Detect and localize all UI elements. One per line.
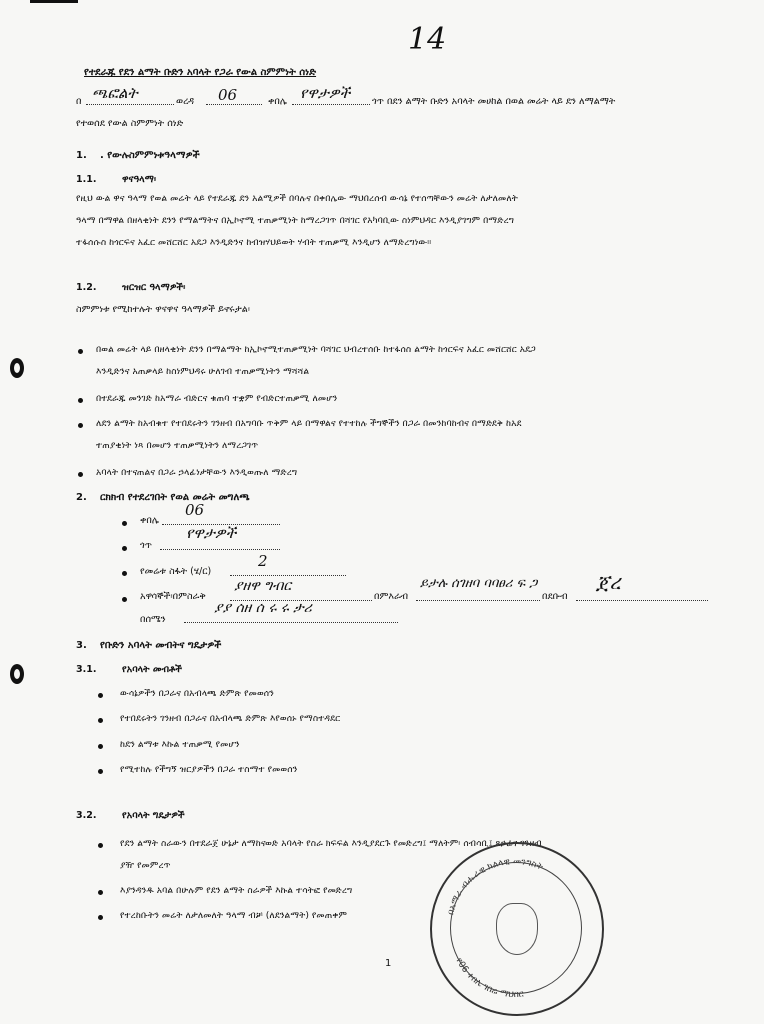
section2-title: ርክክብ የተደረገበት የወል መሬት መግለጫ [100, 492, 250, 503]
bullet-dot [98, 890, 103, 895]
bullet-dot [122, 597, 127, 602]
bullet-dot [78, 423, 83, 428]
objective-item: በተደራጁ መንገድ ከአማራ ብድርና ቁጠባ ተቋም የብድርተጠቃሚ ለመሆን [96, 393, 338, 404]
duty-item-cont: ያዥ የመምረጥ [120, 860, 171, 871]
section2-number: 2. [76, 492, 87, 503]
name-underline [86, 104, 174, 105]
punch-hole [10, 664, 24, 684]
section3-1-title: የአባላት መብቶች [122, 664, 182, 675]
section1-2-number: 1.2. [76, 282, 97, 293]
section1-1-paragraph [76, 188, 716, 254]
right-item: የተበደሩትን ገንዘብ በጋራና በአብላጫ ድምጽ እየወሰኑ የማስተዳደር [120, 713, 341, 724]
paragraph-line: ተፋሰሱስ ከጎርፍና አፈር መሸርሸር አደጋ እንዲድንና ከብዝሃህይወት ሃብት ተጠቃሚ እንዲሆን ለማድረግነው። [76, 237, 432, 248]
boundary-west-label: በምእራብ [374, 591, 409, 602]
bullet-dot [98, 693, 103, 698]
handwritten-page-number: 14 [408, 22, 447, 57]
boundary-north-fill: ያያ ሰዘ ሰ ሩ ሩ ታሪ [214, 600, 312, 616]
boundary-north-label: በሰሜን [140, 614, 166, 625]
bullet-dot [122, 521, 127, 526]
section1-title: . የውሉስምምነቱዓላማዎች [100, 150, 200, 161]
land-got-label: ጎጥ [140, 540, 152, 551]
section3-title: የቡድን አባላት መብትና ግዴታዎች [100, 640, 222, 651]
section1-2-title: ዝርዝር ዓላማዎች፡ [122, 282, 186, 293]
right-item: ውሳኔዎችን በጋራና በአብላጫ ድምጽ የመወሰን [120, 688, 274, 699]
land-got-underline [160, 549, 280, 550]
section3-number: 3. [76, 640, 87, 651]
intro-rest: ጎጥ በደን ልማት ቡድን አባላት መሀከል በወል መሬት ላይ ደን ለማልማት [372, 96, 616, 107]
bullet-dot [122, 571, 127, 576]
kebele-fill: የዋታዎች [300, 84, 351, 102]
bullet-dot [98, 843, 103, 848]
boundary-south-label: በደቡብ [542, 591, 568, 602]
section1-number: 1. [76, 150, 87, 161]
intro-line-2: የተወሰደ የውል ስምምነት ሰነድ [76, 118, 184, 129]
section3-2-number: 3.2. [76, 810, 97, 821]
section3-1-number: 3.1. [76, 664, 97, 675]
boundary-south-underline [576, 600, 708, 601]
objective-item: አባላት በተናጠልና በጋራ ኃላፊነታቸውን እንዲወጡለ ማድረግ [96, 467, 298, 478]
objective-item: ለደን ልማት ከአብቁተ የተበደሩትን ገንዘብ በአግባቡ ጥቅም ላይ በማዋልና የተተከሉ ችግኞችን በጋራ በመንከባከብና በማድደቅ ከአደ [96, 418, 522, 429]
bullet-dot [98, 769, 103, 774]
zone-label: ወረዳ [176, 96, 195, 107]
boundary-east-label: አዋሳኞች፡በምስራቅ [140, 591, 206, 602]
objective-item-cont: ተጠያቂነት ነጻ በመሆን ተጠቃሚነትን ለማረጋገጥ [96, 440, 259, 451]
punch-hole [10, 358, 24, 378]
document-title: የተደራጁ የደን ልማት ቡድን አባላት የጋራ የውል ስምምነት ሰነድ [84, 67, 317, 78]
paragraph-line: ዓላማ በማዋል በዘላቂነት ደንን የማልማትና በኢኮኖሚ ተጠቃሚነት ከማረጋገጥ በሻገር የአካባቢው ስነምህዳር እንዲያገግም በማድረግ [76, 215, 515, 226]
land-area-underline [230, 575, 346, 576]
bullet-dot [98, 744, 103, 749]
section1-2-intro: ስምምነቱ የሚከተሉት ዋናዋና ዓላማዎች ይኖሩታል፡ [76, 304, 250, 315]
right-item: የሚተከሉ የችግኝ ዝርያዎችን በጋራ ተስማተ የመወሰን [120, 764, 298, 775]
section3-2-title: የአባላት ግዴታዎች [122, 810, 185, 821]
stamp-text-top: በአማራ ብሔራዊ ክልላዊ መንግስት [446, 856, 545, 916]
stamp-text-bottom: የ06 ቀበሌ ገበሬ ማህበር [453, 956, 525, 1001]
boundary-north-underline [184, 622, 398, 623]
zone-underline [206, 104, 262, 105]
section1-1-number: 1.1. [76, 174, 97, 185]
stamp-emblem-icon [496, 903, 538, 955]
land-kebele-label: ቀበሌ [140, 515, 159, 526]
intro-prefix: በ [76, 96, 82, 107]
boundary-east-fill: ያዘዋ ግብር [234, 578, 292, 594]
zone-fill: 06 [218, 86, 238, 104]
intro-name-fill: ጫፎልት [92, 84, 138, 102]
page-number: 1 [385, 958, 392, 969]
bullet-dot [98, 718, 103, 723]
section1-1-title: ዋናዓላማ፡ [122, 174, 157, 185]
objective-item-cont: እንዲድንና አጠቃላይ ከስነምህዳሩ ሁለገብ ተጠቃሚነትን ማሻሻል [96, 366, 310, 377]
land-area-fill: 2 [258, 552, 268, 570]
land-kebele-fill: 06 [185, 501, 205, 519]
stamp-inner-ring [450, 862, 582, 994]
duty-item: እያንዳንዱ አባል በሁሉም የደን ልማት ስራዎች እኩል ተሳትፎ የመድረግ [120, 885, 353, 896]
bullet-dot [98, 915, 103, 920]
corner-mark [30, 0, 78, 3]
boundary-west-fill: ይታሉ ሰገዘባ ባባፀሪ ፍ ጋ [420, 576, 538, 591]
kebele-underline [292, 104, 370, 105]
land-area-label: የመሬቱ ስፋት (ሄ/ር) [140, 566, 212, 577]
paragraph-line: የዚህ ውል ዋና ዓላማ የወል መሬት ላይ የተደራጁ ደን አልሚዎች በባሉና በቀበሌው ማህበረሰብ ውሳኔ የተሰጣቸውን መሬት ለታለመለት [76, 193, 518, 204]
boundary-south-fill: ጀረ [596, 570, 621, 594]
bullet-dot [78, 472, 83, 477]
right-item: ከደን ልማቱ እኩል ተጠቃሚ የመሆን [120, 739, 240, 750]
kebele-label: ቀበሌ [268, 96, 287, 107]
official-stamp [430, 842, 604, 1016]
bullet-dot [78, 398, 83, 403]
bullet-dot [122, 546, 127, 551]
boundary-west-underline [416, 600, 540, 601]
land-got-fill: የዋታዎች [186, 524, 237, 542]
duty-item: የተረከቡትን መሬት ለታለመለት ዓላማ ብቻ (ለደንልማት) የመጠቀም [120, 910, 348, 921]
duty-item: የደን ልማት ስራውን በተደራጀ ሁኔታ ለማከናወድ አባላት የስራ ክፍፍል እንዲያደርጉ የመድረግ፤ ማለትም፡ ሰብሳቢ፤ ጸኃፊና ገንዘብ [120, 838, 542, 849]
bullet-dot [78, 349, 83, 354]
objective-item: በወል መሬት ላይ በዘላቂነት ደንን በማልማት ከኢኮኖሚተጠቃሚነት ባሻገር ህብረተሰቡ ከተፋሰስ ልማት ከጎርፍና አፈር መሸርሸር አደጋ [96, 344, 536, 355]
